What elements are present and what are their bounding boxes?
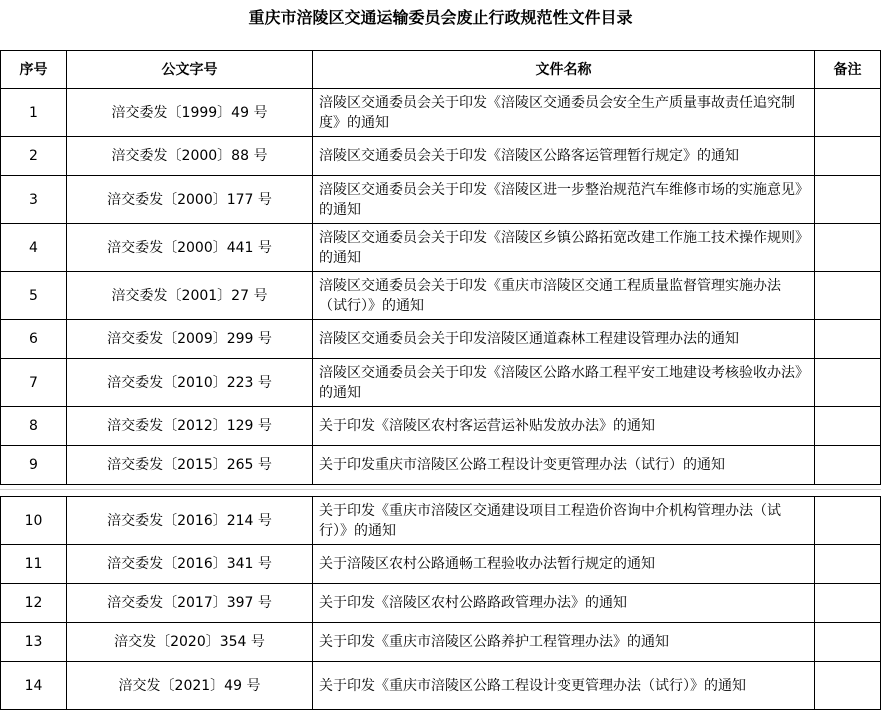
remarks-cell [815,497,881,545]
table-row [1,137,881,176]
table-row [1,662,881,710]
document-number-cell: 涪交委发〔2000〕177 号 [67,176,313,224]
document-number-cell: 涪交发〔2020〕354 号 [67,623,313,662]
document-name-cell: 关于印发《涪陵区农村客运营运补贴发放办法》的通知 [313,407,815,446]
table-row [1,623,881,662]
remarks-cell [815,89,881,137]
remarks-cell [815,662,881,710]
table-row [1,359,881,407]
table-row [1,545,881,584]
document-number-cell: 涪交委发〔2000〕88 号 [67,137,313,176]
document-name-cell: 涪陵区交通委员会关于印发《涪陵区公路客运管理暂行规定》的通知 [313,137,815,176]
serial-number-cell: 3 [1,176,67,224]
document-table-part-1 [0,50,881,485]
table-header-row [1,51,881,89]
serial-number-cell: 4 [1,224,67,272]
document-name-cell: 涪陵区交通委员会关于印发涪陵区通道森林工程建设管理办法的通知 [313,320,815,359]
document-name-cell: 关于印发《重庆市涪陵区公路养护工程管理办法》的通知 [313,623,815,662]
remarks-cell [815,623,881,662]
table-row [1,320,881,359]
remarks-cell [815,320,881,359]
document-number-cell: 涪交委发〔2012〕129 号 [67,407,313,446]
serial-number-cell: 1 [1,89,67,137]
document-name-cell: 涪陵区交通委员会关于印发《涪陵区乡镇公路拓宽改建工作施工技术操作规则》的通知 [313,224,815,272]
document-name-cell: 关于涪陵区农村公路通畅工程验收办法暂行规定的通知 [313,545,815,584]
document-number-cell: 涪交委发〔2016〕214 号 [67,497,313,545]
document-name-cell: 涪陵区交通委员会关于印发《涪陵区交通委员会安全生产质量事故责任追究制度》的通知 [313,89,815,137]
document-name-cell: 关于印发《涪陵区农村公路路政管理办法》的通知 [313,584,815,623]
document-number-cell: 涪交委发〔2009〕299 号 [67,320,313,359]
serial-number-cell: 8 [1,407,67,446]
table-row [1,176,881,224]
document-table-part-2 [0,496,881,710]
remarks-cell [815,446,881,485]
serial-number-cell: 13 [1,623,67,662]
document-name-cell: 关于印发《重庆市涪陵区公路工程设计变更管理办法（试行）》的通知 [313,662,815,710]
document-number-cell: 涪交委发〔2017〕397 号 [67,584,313,623]
document-name-cell: 涪陵区交通委员会关于印发《重庆市涪陵区交通工程质量监督管理实施办法（试行）》的通知 [313,272,815,320]
header-serial-number: 序号 [1,51,67,89]
serial-number-cell: 9 [1,446,67,485]
table-row [1,407,881,446]
serial-number-cell: 7 [1,359,67,407]
remarks-cell [815,272,881,320]
document-number-cell: 涪交委发〔1999〕49 号 [67,89,313,137]
header-document-number: 公文字号 [67,51,313,89]
serial-number-cell: 12 [1,584,67,623]
document-name-cell: 关于印发重庆市涪陵区公路工程设计变更管理办法（试行）的通知 [313,446,815,485]
document-number-cell: 涪交委发〔2016〕341 号 [67,545,313,584]
document-number-cell: 涪交委发〔2001〕27 号 [67,272,313,320]
remarks-cell [815,584,881,623]
document-number-cell: 涪交委发〔2000〕441 号 [67,224,313,272]
document-number-cell: 涪交委发〔2010〕223 号 [67,359,313,407]
serial-number-cell: 10 [1,497,67,545]
table-row [1,497,881,545]
header-document-name: 文件名称 [313,51,815,89]
remarks-cell [815,176,881,224]
document-name-cell: 涪陵区交通委员会关于印发《涪陵区进一步整治规范汽车维修市场的实施意见》的通知 [313,176,815,224]
page-title: 重庆市涪陵区交通运输委员会废止行政规范性文件目录 [248,8,633,27]
serial-number-cell: 14 [1,662,67,710]
remarks-cell [815,407,881,446]
remarks-cell [815,224,881,272]
table-row [1,272,881,320]
table-row [1,89,881,137]
header-remarks: 备注 [815,51,881,89]
table-row [1,584,881,623]
table-row [1,446,881,485]
remarks-cell [815,545,881,584]
page-break-divider [0,489,881,490]
remarks-cell [815,137,881,176]
table-row [1,224,881,272]
remarks-cell [815,359,881,407]
document-number-cell: 涪交发〔2021〕49 号 [67,662,313,710]
serial-number-cell: 11 [1,545,67,584]
serial-number-cell: 5 [1,272,67,320]
document-number-cell: 涪交委发〔2015〕265 号 [67,446,313,485]
serial-number-cell: 2 [1,137,67,176]
document-name-cell: 涪陵区交通委员会关于印发《涪陵区公路水路工程平安工地建设考核验收办法》的通知 [313,359,815,407]
document-name-cell: 关于印发《重庆市涪陵区交通建设项目工程造价咨询中介机构管理办法（试行）》的通知 [313,497,815,545]
serial-number-cell: 6 [1,320,67,359]
